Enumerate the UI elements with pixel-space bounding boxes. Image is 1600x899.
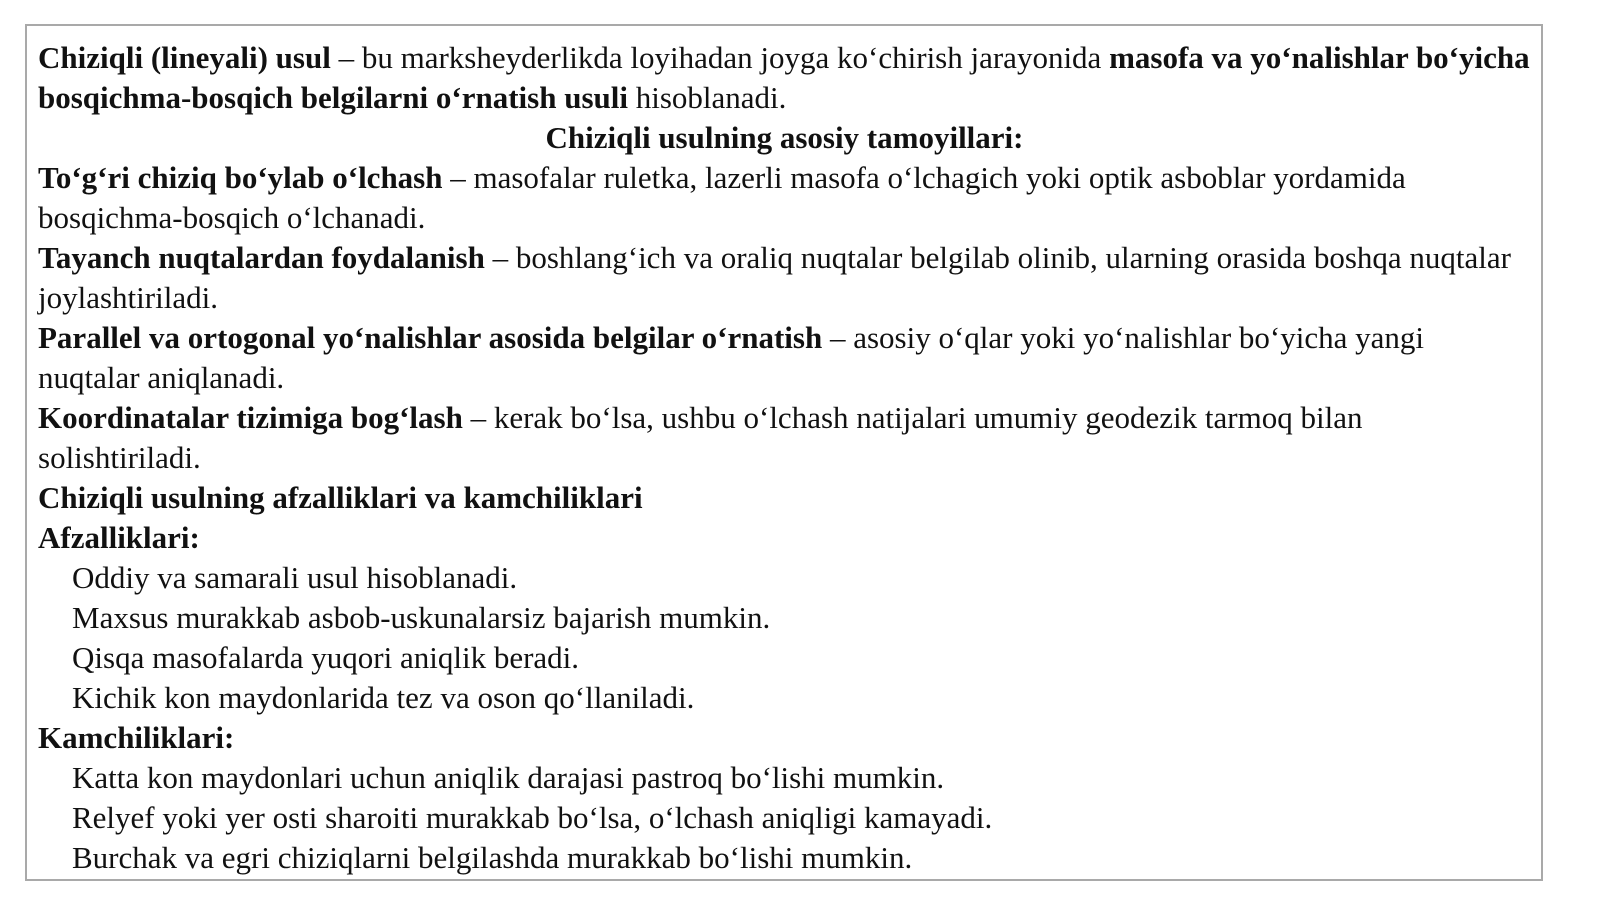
- principle-term: To‘g‘ri chiziq bo‘ylab o‘lchash: [38, 160, 443, 195]
- advantage-item: Oddiy va samarali usul hisoblanadi.: [72, 560, 518, 595]
- advantage-item: Kichik kon maydonlarida tez va oson qo‘llaniladi.: [72, 680, 695, 715]
- principle-paragraph: [38, 238, 1531, 318]
- advantage-item: Maxsus murakkab asbob-uskunalarsiz bajarish mumkin.: [72, 600, 771, 635]
- disadvantages-list: [38, 758, 1531, 878]
- advantages-heading: Afzalliklari:: [38, 520, 200, 555]
- principles-title: Chiziqli usulning asosiy tamoyillari:: [545, 120, 1024, 155]
- principle-paragraph: [38, 158, 1531, 238]
- advantage-item: Qisqa masofalarda yuqori aniqlik beradi.: [72, 640, 580, 675]
- intro-text: – bu marksheyderlikda loyihadan joyga ko‘chirish jarayonida: [330, 40, 1110, 75]
- principle-text: – masofalar ruletka, lazerli masofa o‘lchagich yoki optik asboblar yordamida bosqichma-bosqich o‘lchanadi.: [38, 160, 1406, 235]
- pros-cons-heading: Chiziqli usulning afzalliklari va kamchiliklari: [38, 480, 643, 515]
- principle-text: – boshlang‘ich va oraliq nuqtalar belgilab olinib, ularning orasida boshqa nuqtalar joylashtiriladi.: [38, 240, 1511, 315]
- intro-paragraph: [38, 38, 1531, 118]
- disadvantage-item: Relyef yoki yer osti sharoiti murakkab bo‘lsa, o‘lchash aniqligi kamayadi.: [72, 800, 993, 835]
- principle-paragraph: [38, 318, 1531, 398]
- principle-term: Parallel va ortogonal yo‘nalishlar asosida belgilar o‘rnatish: [38, 320, 823, 355]
- principle-paragraph: [38, 398, 1531, 478]
- disadvantage-item: Burchak va egri chiziqlarni belgilashda murakkab bo‘lishi mumkin.: [72, 840, 913, 875]
- intro-text-end: hisoblanadi.: [628, 80, 787, 115]
- advantages-list: [38, 558, 1531, 718]
- disadvantage-item: Katta kon maydonlari uchun aniqlik darajasi pastroq bo‘lishi mumkin.: [72, 760, 945, 795]
- principle-term: Koordinatalar tizimiga bog‘lash: [38, 400, 463, 435]
- disadvantages-heading: Kamchiliklari:: [38, 720, 235, 755]
- principle-term: Tayanch nuqtalardan foydalanish: [38, 240, 485, 275]
- principle-text: – asosiy o‘qlar yoki yo‘nalishlar bo‘yicha yangi nuqtalar aniqlanadi.: [38, 320, 1424, 395]
- intro-emphasis: masofa va yo‘nalishlar bo‘yicha bosqichma-bosqich belgilarni o‘rnatish usuli: [38, 40, 1530, 115]
- intro-term: Chiziqli (lineyali) usul: [38, 40, 331, 75]
- principle-text: – kerak bo‘lsa, ushbu o‘lchash natijalari umumiy geodezik tarmoq bilan solishtiriladi.: [38, 400, 1363, 475]
- document-frame: [25, 24, 1543, 881]
